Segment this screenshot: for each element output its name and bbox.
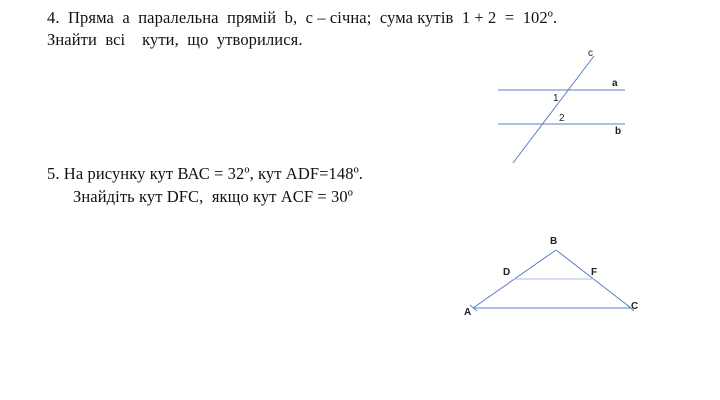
transversal-c: [513, 56, 594, 163]
angle-1-label: 1: [553, 93, 559, 104]
label-b: b: [615, 126, 622, 137]
label-D: D: [503, 267, 511, 278]
label-C: C: [631, 301, 639, 312]
label-a: a: [612, 78, 618, 89]
label-F: F: [591, 267, 598, 278]
problem-5-statement: 5. На рисунку кут ВАС = 32º, кут ADF=148º.: [47, 164, 364, 183]
label-B: B: [550, 236, 558, 247]
problem-5-question: Знайдіть кут DFC, якщо кут ACF = 30º: [73, 187, 353, 206]
angle-2-label: 2: [559, 113, 565, 124]
parallel-lines-figure: [498, 56, 625, 163]
label-A: A: [464, 307, 472, 318]
problem-4-question: Знайти всі кути, що утворилися.: [47, 30, 303, 49]
problem-4-statement: 4. Пряма а паралельна прямій b, с – січна; сума кутів 1 + 2 = 102º.: [47, 8, 558, 27]
label-c: c: [588, 48, 593, 59]
